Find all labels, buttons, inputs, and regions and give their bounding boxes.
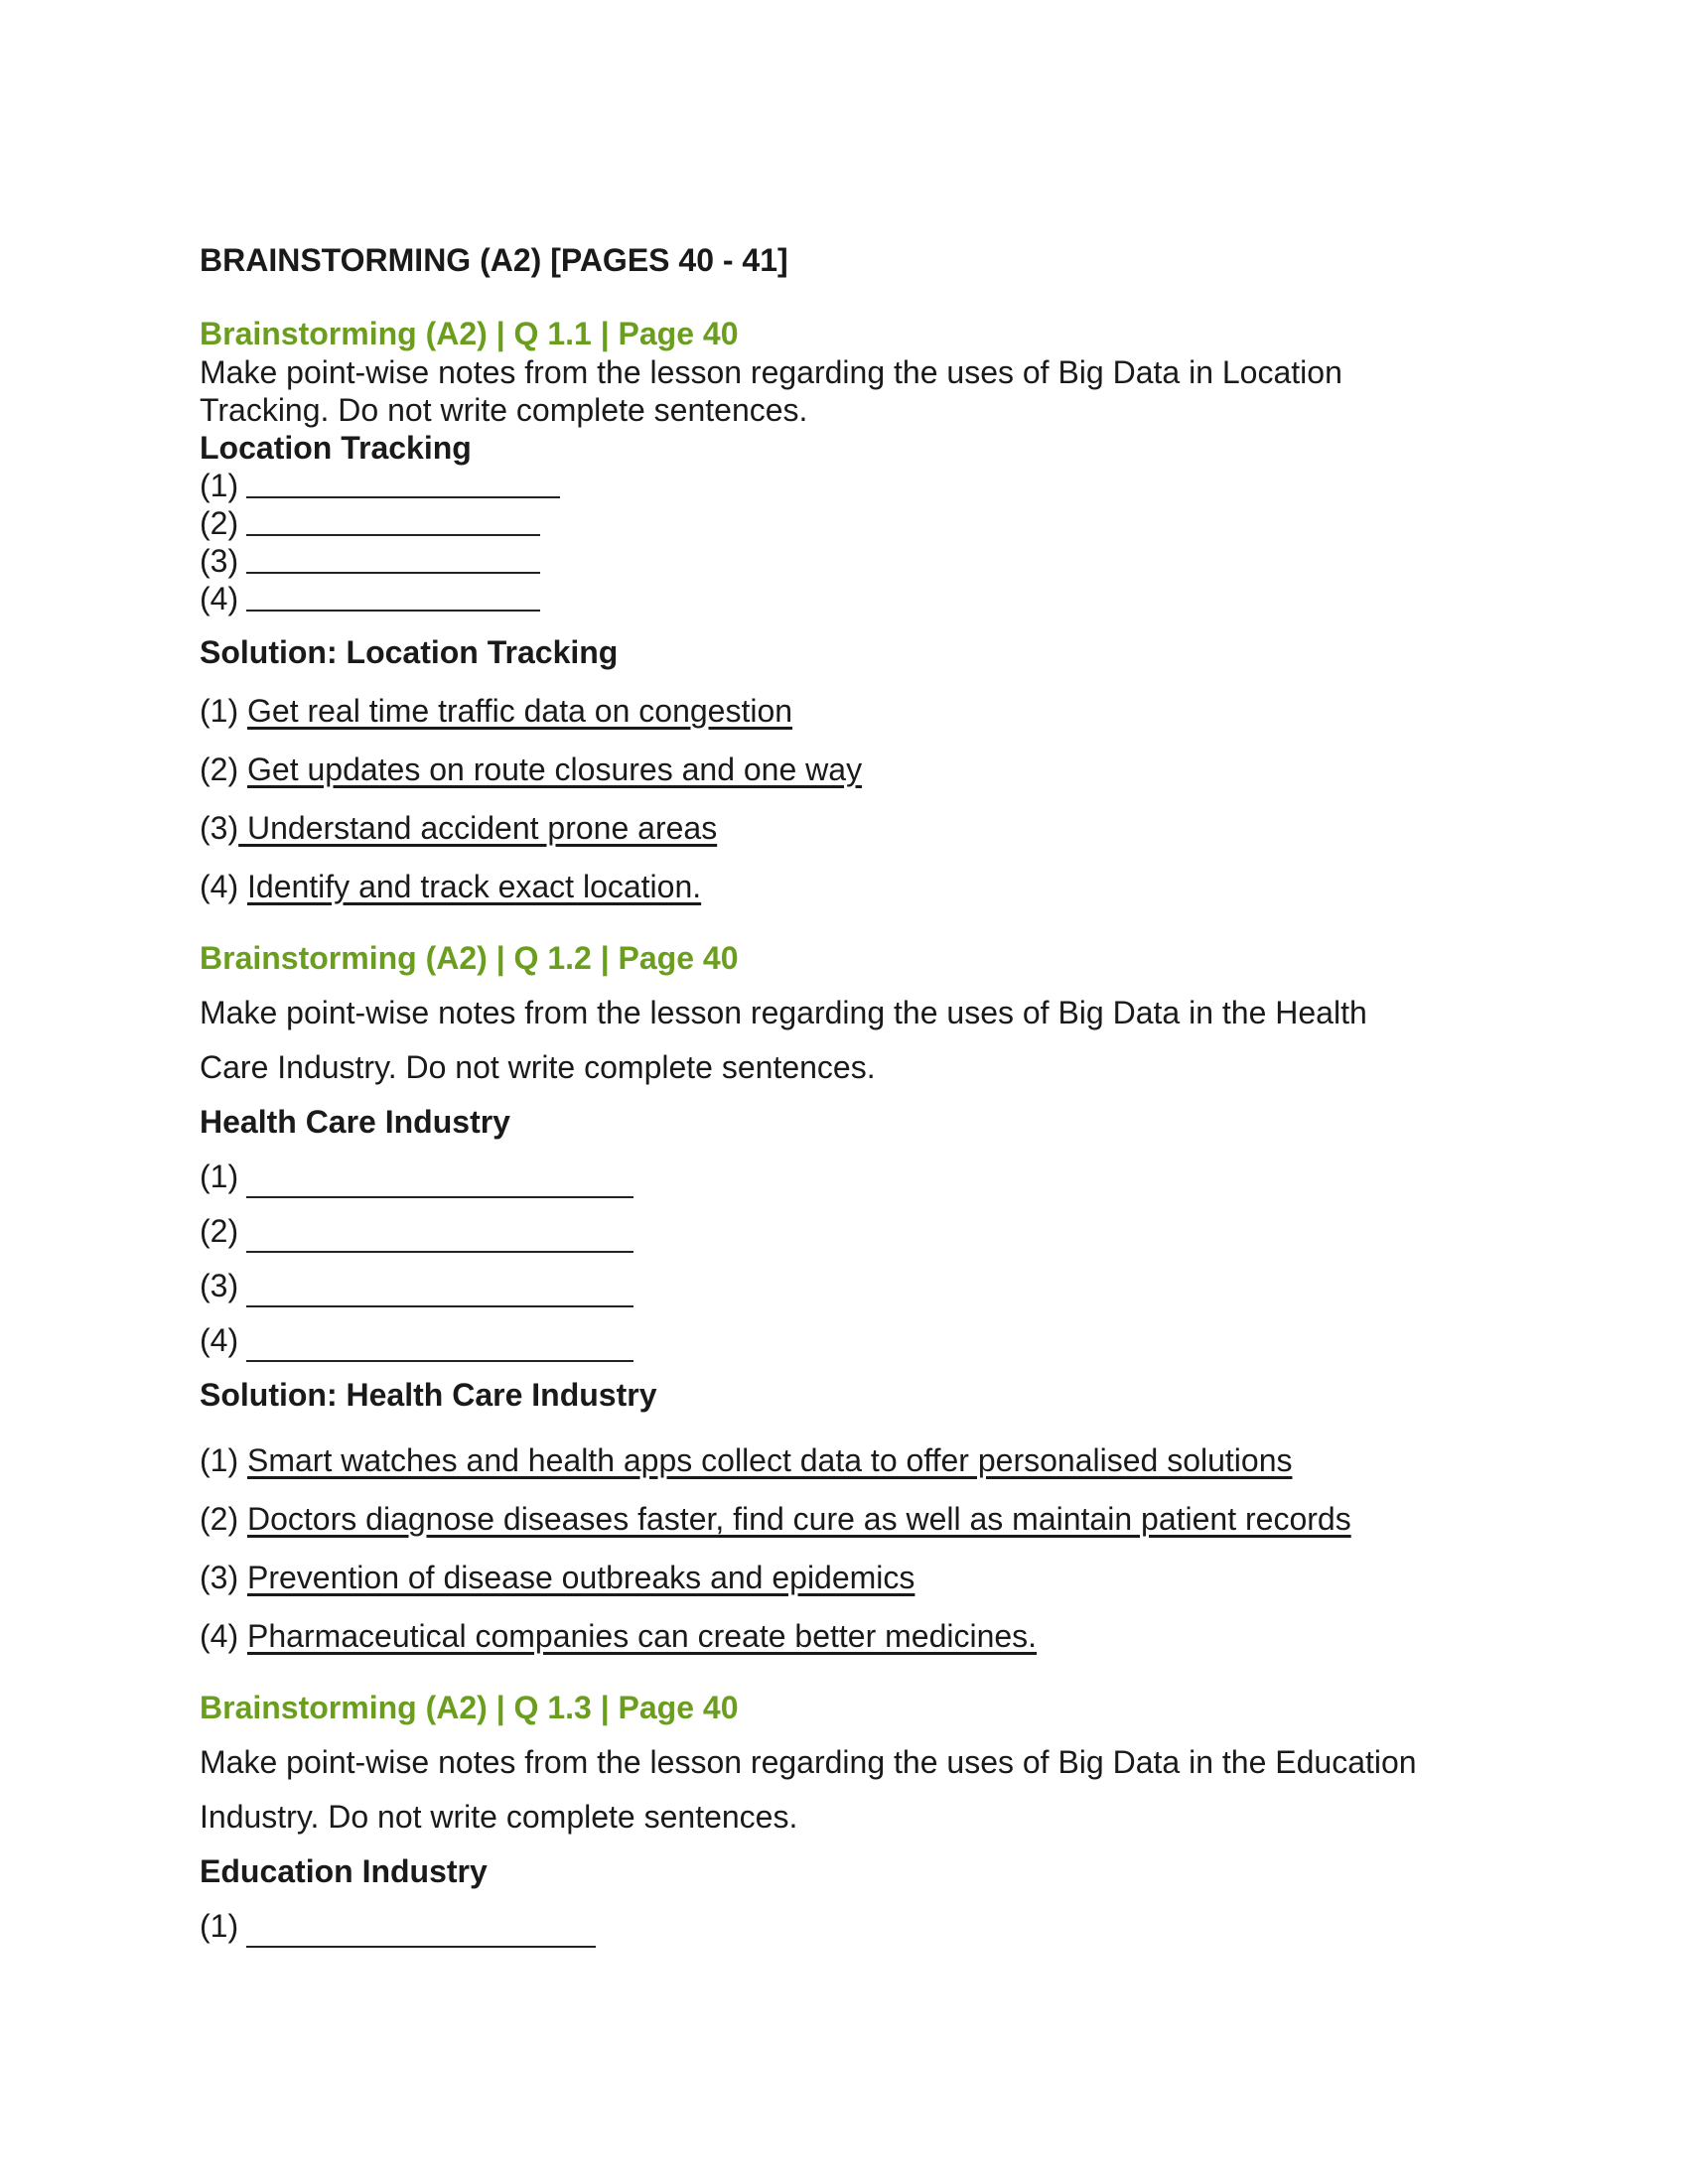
question-prompt-line: Industry. Do not write complete sentences.	[200, 1799, 798, 1835]
solution-text: Understand accident prone areas	[238, 810, 718, 846]
question-heading: Brainstorming (A2) | Q 1.1 | Page 40	[200, 316, 739, 351]
page-title: BRAINSTORMING (A2) [PAGES 40 - 41]	[200, 242, 788, 278]
answer-blank	[200, 1259, 1490, 1313]
solution-number: (2)	[200, 1501, 247, 1537]
blank-line	[246, 1916, 596, 1948]
solution-item	[200, 1499, 1490, 1539]
question-prompt-line: Make point-wise notes from the lesson regarding the uses of Big Data in the Education	[200, 1744, 1417, 1780]
blank-line	[246, 580, 540, 612]
blank-line	[246, 504, 540, 536]
solution-number: (1)	[200, 1442, 247, 1478]
notes-subheading: Health Care Industry	[200, 1104, 510, 1140]
solution-number: (1)	[200, 693, 247, 729]
blank-number: (2)	[200, 505, 239, 541]
blank-number: (2)	[200, 1213, 239, 1249]
blank-number: (1)	[200, 1908, 239, 1944]
solution-number: (2)	[200, 751, 247, 787]
blank-line	[246, 1276, 633, 1307]
solution-item	[200, 750, 1490, 789]
answer-blank	[200, 1150, 1490, 1204]
solution-text: Doctors diagnose diseases faster, find cure as well as maintain patient records	[247, 1501, 1351, 1537]
blank-number: (3)	[200, 543, 239, 579]
question-heading: Brainstorming (A2) | Q 1.3 | Page 40	[200, 1690, 739, 1725]
blank-line	[246, 467, 560, 498]
answer-blank	[200, 1204, 1490, 1259]
solution-text: Pharmaceutical companies can create better medicines.	[247, 1618, 1038, 1654]
blank-line	[246, 1221, 633, 1253]
question-prompt-line: Care Industry. Do not write complete sentences.	[200, 1049, 876, 1085]
blank-line	[246, 1330, 633, 1362]
blank-number: (1)	[200, 1159, 239, 1194]
solution-item	[200, 1440, 1490, 1480]
answer-blank	[200, 504, 1490, 542]
answer-blank	[200, 467, 1490, 504]
section-q1-3	[200, 1688, 1490, 1954]
question-prompt-line: Make point-wise notes from the lesson regarding the uses of Big Data in Location	[200, 354, 1342, 390]
blank-number: (4)	[200, 1322, 239, 1358]
solution-text: Get updates on route closures and one way	[247, 751, 863, 787]
blank-line	[246, 542, 540, 574]
solution-heading: Solution: Health Care Industry	[200, 1377, 657, 1413]
solution-number: (4)	[200, 1618, 247, 1654]
solution-text: Prevention of disease outbreaks and epidemics	[247, 1560, 915, 1595]
document-content	[200, 236, 1490, 1954]
notes-subheading: Education Industry	[200, 1853, 488, 1889]
solution-text: Smart watches and health apps collect data to offer personalised solutions	[247, 1442, 1293, 1478]
solution-text: Identify and track exact location.	[247, 869, 702, 904]
blank-line	[246, 1166, 633, 1198]
blank-number: (1)	[200, 468, 239, 503]
solution-item	[200, 808, 1490, 848]
solution-heading: Solution: Location Tracking	[200, 634, 619, 670]
solution-item	[200, 1616, 1490, 1656]
solution-item	[200, 1558, 1490, 1597]
solution-number: (3)	[200, 810, 239, 846]
answer-blank	[200, 1899, 1490, 1954]
blank-number: (3)	[200, 1268, 239, 1303]
solution-text: Get real time traffic data on congestion	[247, 693, 793, 729]
notes-subheading: Location Tracking	[200, 430, 472, 466]
answer-blank	[200, 542, 1490, 580]
blank-number: (4)	[200, 581, 239, 616]
question-prompt-line: Make point-wise notes from the lesson regarding the uses of Big Data in the Health	[200, 995, 1367, 1030]
solution-item	[200, 867, 1490, 906]
question-prompt-line: Tracking. Do not write complete sentences.	[200, 392, 808, 428]
answer-blank	[200, 580, 1490, 617]
solution-item	[200, 691, 1490, 731]
question-heading: Brainstorming (A2) | Q 1.2 | Page 40	[200, 940, 739, 976]
answer-blank	[200, 1313, 1490, 1368]
section-q1-2	[200, 938, 1490, 1656]
section-q1-1	[200, 314, 1490, 906]
solution-number: (3)	[200, 1560, 247, 1595]
solution-number: (4)	[200, 869, 247, 904]
